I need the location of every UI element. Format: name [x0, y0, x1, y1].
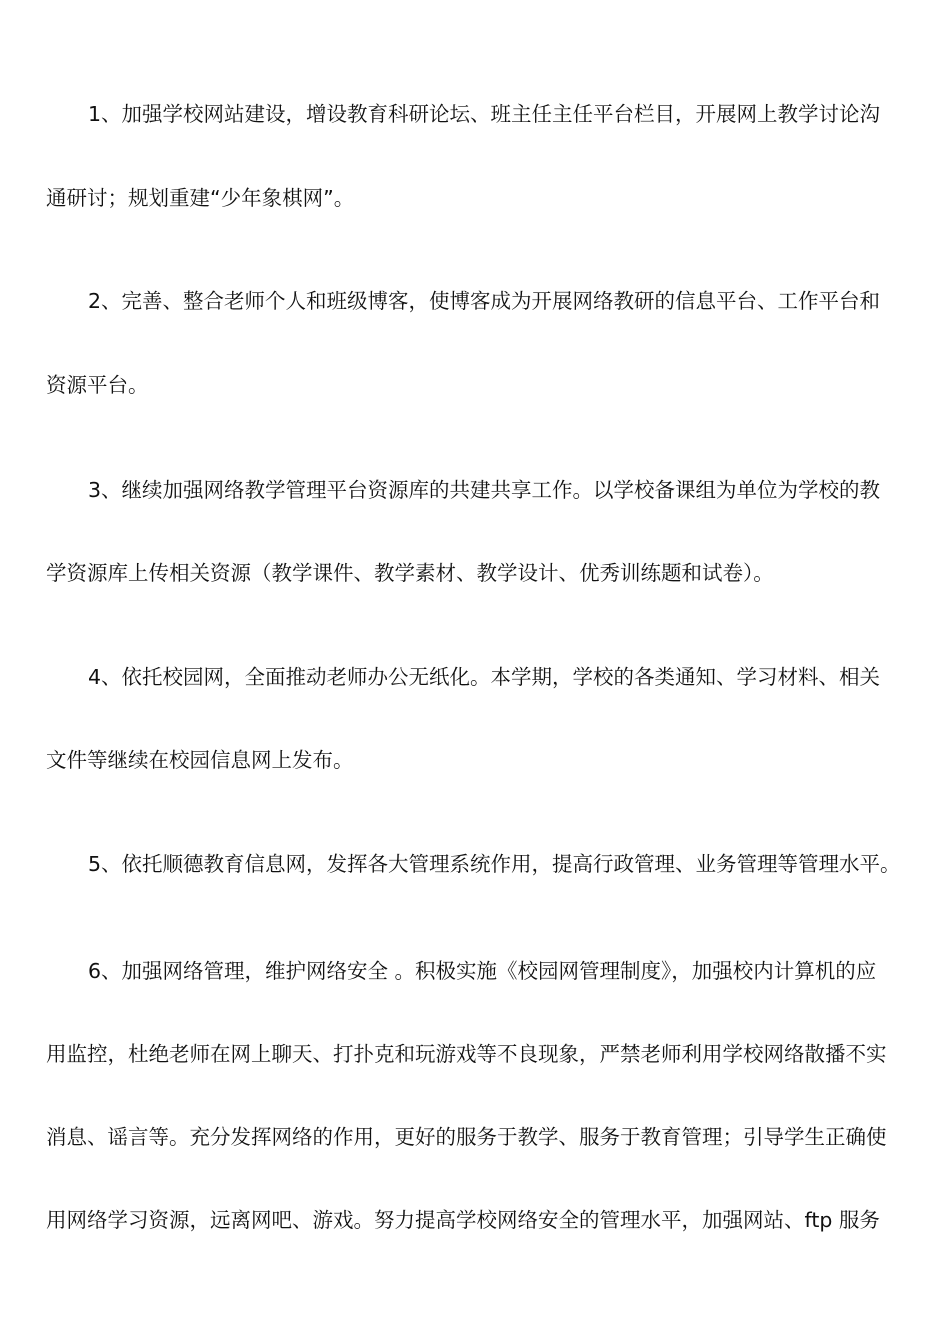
- paragraph-line: 资源平台。: [46, 373, 149, 397]
- paragraph-line: 2、完善、整合老师个人和班级博客，使博客成为开展网络教研的信息平台、工作平台和: [88, 289, 881, 313]
- paragraph-line: 1、加强学校网站建设，增设教育科研论坛、班主任主任平台栏目，开展网上教学讨论沟: [88, 102, 881, 126]
- paragraph-line: 3、继续加强网络教学管理平台资源库的共建共享工作。以学校备课组为单位为学校的教: [88, 478, 881, 502]
- paragraph-line: 用网络学习资源，远离网吧、游戏。努力提高学校网络安全的管理水平，加强网站、ftp 服务: [46, 1208, 880, 1232]
- paragraph-line: 5、依托顺德教育信息网，发挥各大管理系统作用，提高行政管理、业务管理等管理水平。: [88, 852, 901, 876]
- paragraph-line: 6、加强网络管理，维护网络安全 。积极实施《校园网管理制度》，加强校内计算机的应: [88, 959, 877, 983]
- paragraph-line: 用监控，杜绝老师在网上聊天、打扑克和玩游戏等不良现象，严禁老师利用学校网络散播不实: [46, 1042, 887, 1066]
- paragraph-line: 4、依托校园网，全面推动老师办公无纸化。本学期，学校的各类通知、学习材料、相关: [88, 665, 881, 689]
- paragraph-line: 消息、谣言等。充分发挥网络的作用，更好的服务于教学、服务于教育管理；引导学生正确使: [46, 1125, 887, 1149]
- paragraph-line: 学资源库上传相关资源（教学课件、教学素材、教学设计、优秀训练题和试卷）。: [46, 561, 774, 585]
- paragraph-line: 通研讨；规划重建“少年象棋网”。: [46, 186, 355, 210]
- paragraph-line: 文件等继续在校园信息网上发布。: [46, 748, 354, 772]
